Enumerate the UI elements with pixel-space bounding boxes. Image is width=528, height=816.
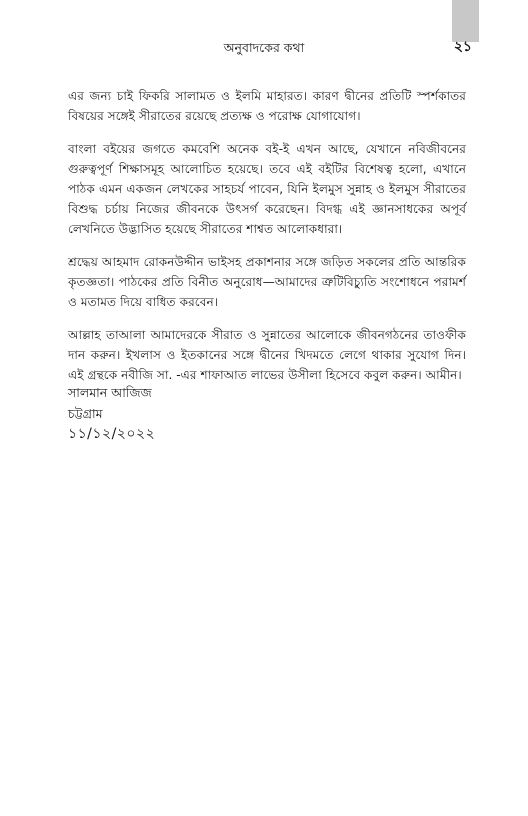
page-thumb-tab [452, 0, 479, 42]
paragraph-4: আল্লাহ তাআলা আমাদেরকে সীরাত ও সুন্নাতের আলোকে জীবনগঠনের তাওফীক দান করুন। ইখলাস ও ইতকানের সঙ্গে দ্বীনের খিদমতে লেগে থাকার সুযোগ দিন। এই গ্রন্থকে নবীজি সা. -এর শাফাআত লাভের উসীলা হিসেবে কবুল করুন। আমীন। [68, 328, 466, 382]
paragraph-2: বাংলা বইয়ের জগতে কমবেশি অনেক বই-ই এখন আছে, যেখানে নবিজীবনের গুরুত্বপূর্ণ শিক্ষাসমূহ আলোচিত হয়েছে। তবে এই বইটির বিশেষত্ব হলো, এখানে পাঠক এমন একজন লেখকের সাহচর্য পাবেন, যিনি ইলমুস সুন্নাহ ও ইলমুস সীরাতের বিশুদ্ধ চর্চায় নিজের জীবনকে উৎসর্গ করেছেন। বিদগ্ধ এই জ্ঞানসাধকের অপূর্ব লেখনিতে উদ্ভাসিত হয়েছে সীরাতের শাশ্বত আলোকধারা। [68, 142, 466, 236]
signature-date: ১১/১২/২০২২ [68, 426, 156, 442]
signature-name: সালমান আজিজ [68, 385, 152, 400]
running-title: অনুবাদকের কথা [223, 40, 305, 55]
signature-block [68, 382, 155, 445]
signature-place: চট্টগ্রাম [68, 406, 103, 421]
body-text [68, 86, 466, 398]
page-number: ২১ [453, 39, 472, 55]
paragraph-3: শ্রদ্ধেয় আহমাদ রোকনউদ্দীন ভাইসহ প্রকাশনার সঙ্গে জড়িত সকলের প্রতি আন্তরিক কৃতজ্ঞতা। পাঠকের প্রতি বিনীত অনুরোধ—আমাদের ত্রুটিবিচ্যুতি সংশোধনে পরামর্শ ও মতামত দিয়ে বাধিত করবেন। [68, 255, 466, 309]
paragraph-1: এর জন্য চাই ফিকরি সালামত ও ইলমি মাহারত। কারণ দ্বীনের প্রতিটি স্পর্শকাতর বিষয়ের সঙ্গেই সীরাতের রয়েছে প্রত্যক্ষ ও পরোক্ষ যোগাযোগ। [68, 89, 466, 123]
